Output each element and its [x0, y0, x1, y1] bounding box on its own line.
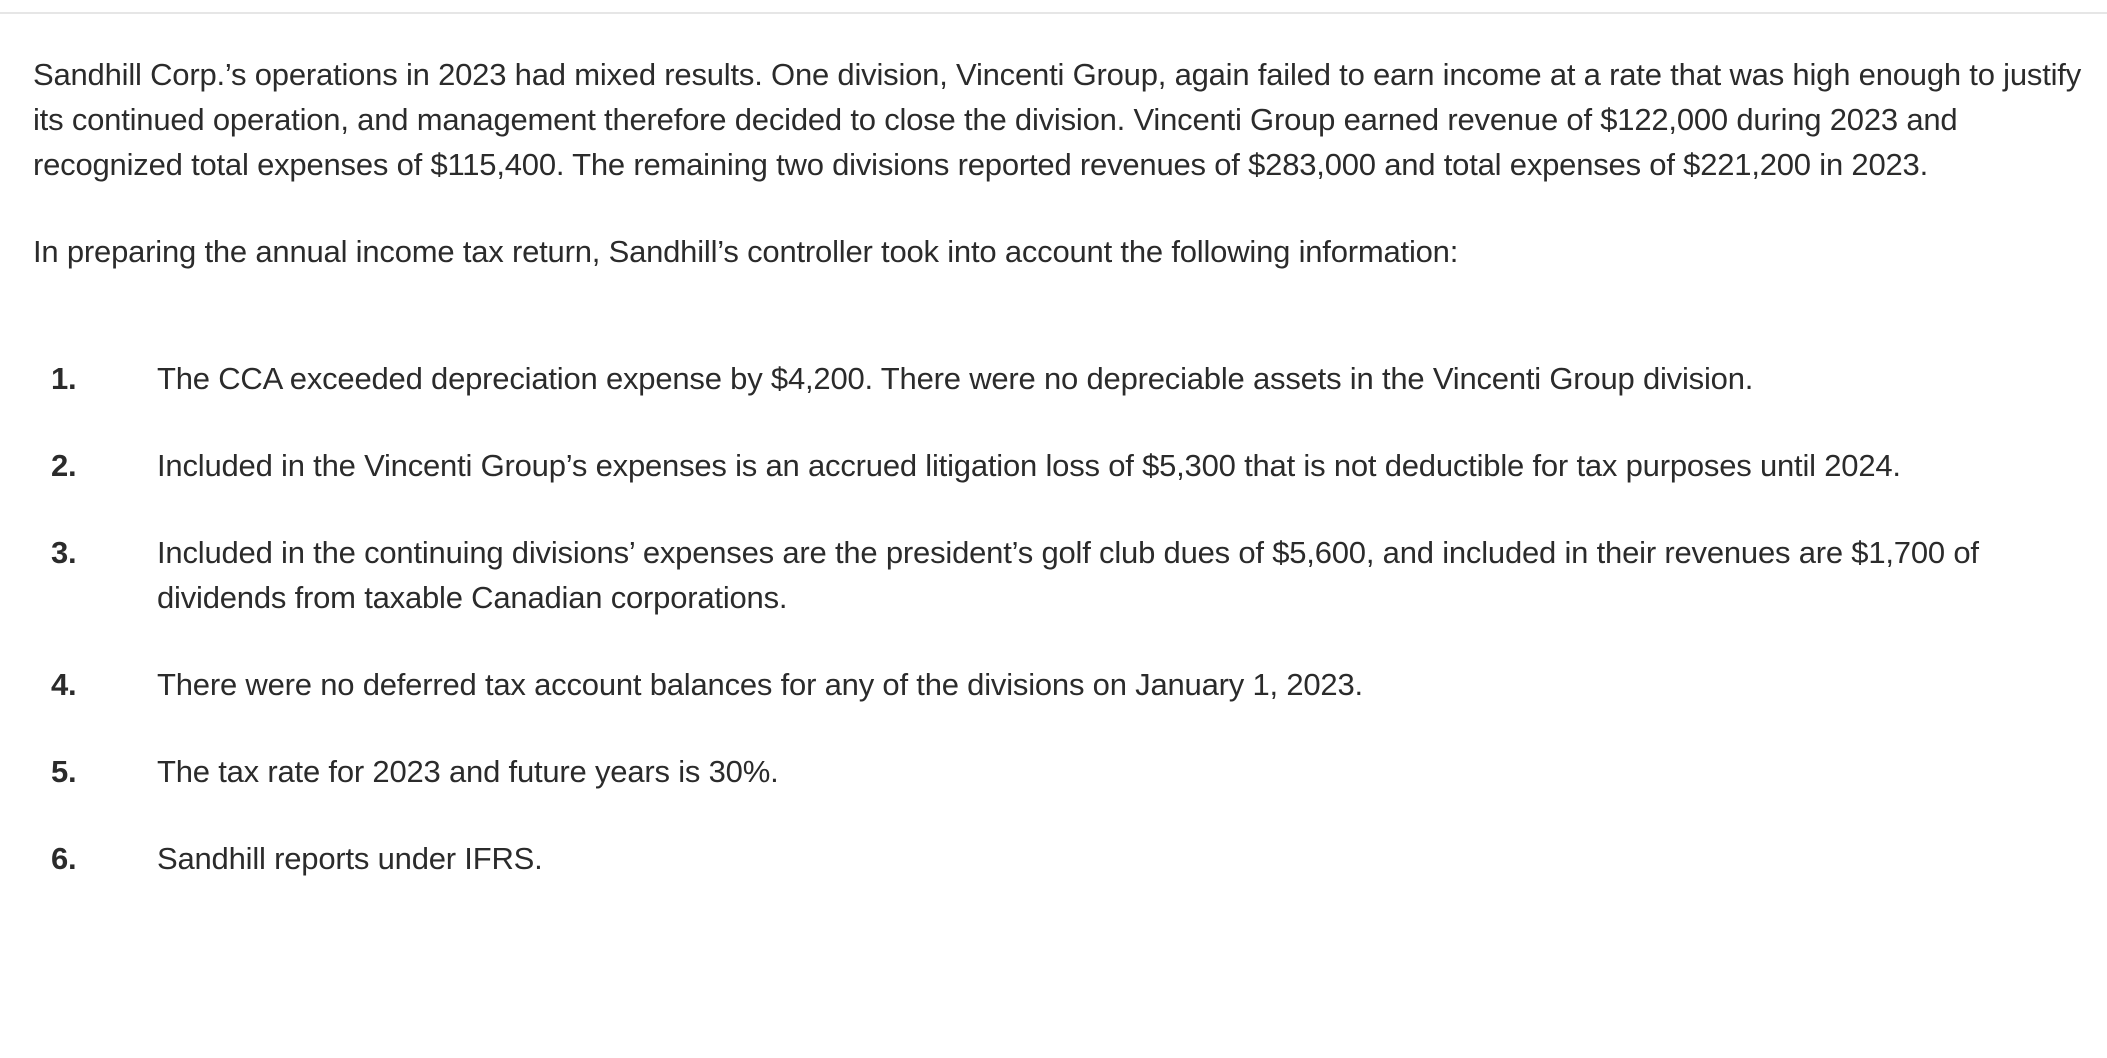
list-item [33, 836, 2083, 881]
list-item-text: The tax rate for 2023 and future years is 30%. [157, 754, 779, 789]
list-item [33, 356, 2083, 401]
list-item-text: There were no deferred tax account balances for any of the divisions on January 1, 2023. [157, 667, 1363, 702]
list-item [33, 749, 2083, 794]
list-item-text: Included in the continuing divisions’ expenses are the president’s golf club dues of $5,600, and included in their revenues are $1,700 of dividends from taxable Canadian corporations. [157, 535, 1979, 615]
list-item [33, 443, 2083, 488]
list-item-number: 3. [51, 535, 77, 570]
list-item [33, 530, 2083, 620]
list-item-text: Included in the Vincenti Group’s expenses is an accrued litigation loss of $5,300 that is not deductible for tax purposes until 2024. [157, 448, 1901, 483]
top-divider [0, 12, 2107, 14]
list-item-text: Sandhill reports under IFRS. [157, 841, 543, 876]
list-item-number: 4. [51, 667, 77, 702]
question-content [33, 52, 2083, 923]
intro-paragraph: Sandhill Corp.’s operations in 2023 had mixed results. One division, Vincenti Group, again failed to earn income at a rate that was high enough to justify its continued operation, and management therefore decided to close the division. Vincenti Group earned revenue of $122,000 during 2023 and recognized total expenses of $115,400. The remaining two divisions reported revenues of $283,000 and total expenses of $221,200 in 2023. [33, 57, 2082, 182]
instruction-paragraph: In preparing the annual income tax return, Sandhill’s controller took into account the following information: [33, 234, 1459, 269]
information-list [33, 356, 2083, 881]
list-item-number: 6. [51, 841, 77, 876]
list-item [33, 662, 2083, 707]
list-item-text: The CCA exceeded depreciation expense by $4,200. There were no depreciable assets in the Vincenti Group division. [157, 361, 1754, 396]
list-item-number: 1. [51, 361, 77, 396]
list-item-number: 2. [51, 448, 77, 483]
list-item-number: 5. [51, 754, 77, 789]
